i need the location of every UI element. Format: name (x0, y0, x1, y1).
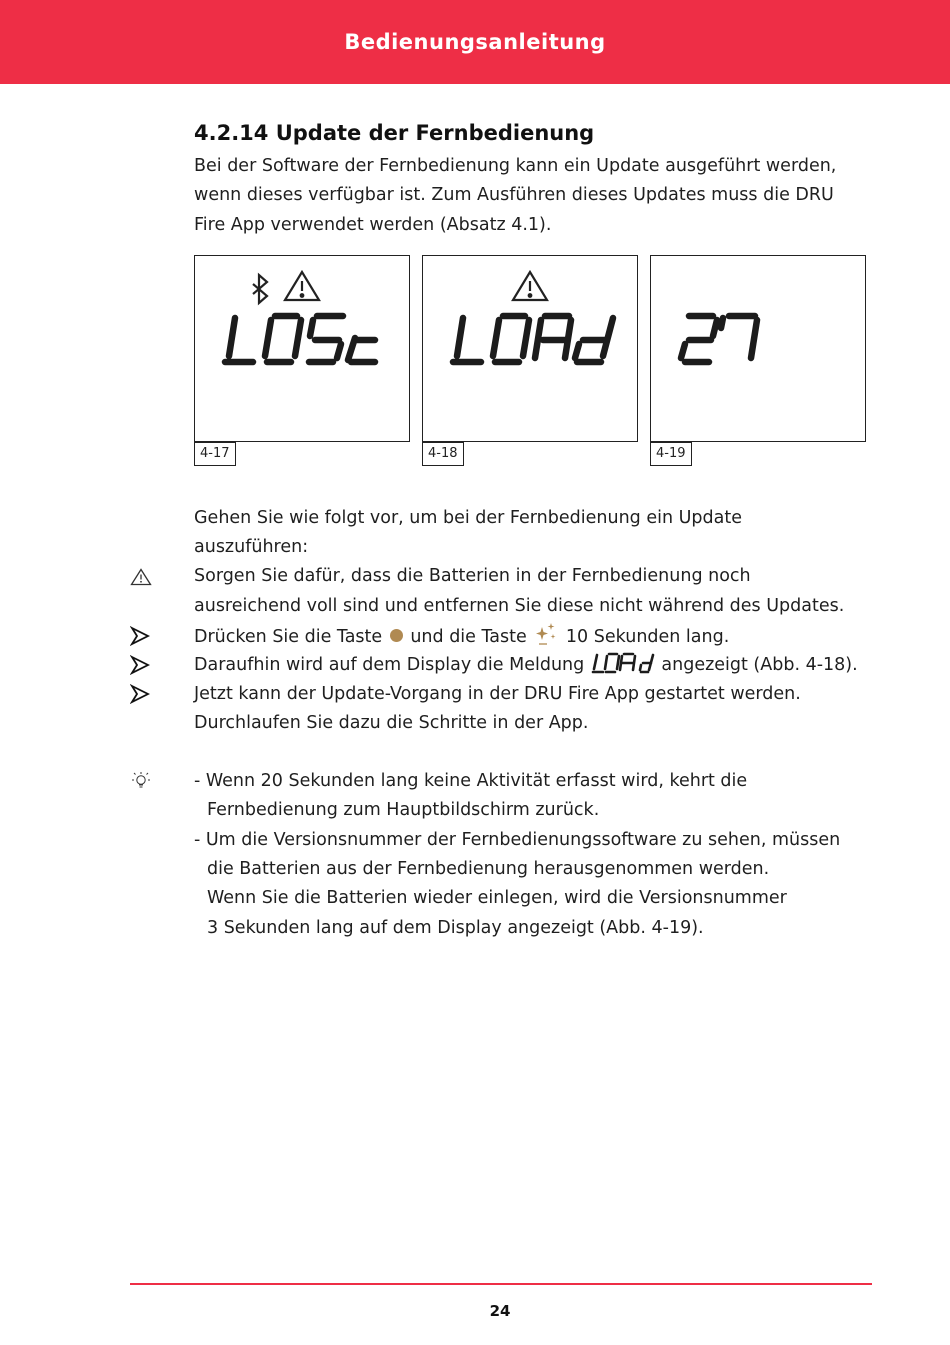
step-2 (194, 651, 894, 681)
step-3-line-1: Jetzt kann der Update-Vorgang in der DRU Fire App gestartet werden. (194, 684, 801, 704)
header-bar (0, 0, 950, 84)
figure-label: 4-17 (194, 442, 236, 466)
round-button-icon (390, 629, 403, 642)
tip-line-3: - Um die Versionsnummer der Fernbedienungssoftware zu sehen, müssen (194, 830, 841, 850)
warning-icon (130, 568, 152, 586)
step-1-text-middle: und die Taste (410, 627, 527, 647)
lcd-load-inline-icon (591, 652, 655, 674)
arrow-bullet-icon (130, 626, 150, 646)
section-title: 4.2.14 Update der Fernbedienung (194, 121, 595, 145)
intro-line-2: wenn dieses verfügbar ist. Zum Ausführen dieses Updates muss die DRU (194, 185, 834, 205)
step-1 (194, 622, 894, 653)
sparkle-button-icon (534, 622, 558, 646)
tip-line-4: die Batterien aus der Fernbedienung herausgenommen werden. (207, 859, 770, 879)
header-title: Bedienungsanleitung (344, 30, 606, 54)
arrow-bullet-icon (130, 684, 150, 704)
figure-4-17-display (194, 255, 410, 442)
warning-icon (513, 272, 547, 300)
figure-label: 4-19 (650, 442, 692, 466)
lightbulb-icon (130, 770, 152, 792)
step-1-text-after: 10 Sekunden lang. (565, 627, 730, 647)
lcd-lost-display (195, 256, 411, 443)
figure-4-18-display (422, 255, 638, 442)
lcd-version-display (651, 256, 867, 443)
procedure-intro-line-1: Gehen Sie wie folgt vor, um bei der Fernbedienung ein Update (194, 508, 742, 528)
warning-icon (285, 272, 319, 300)
figure-4-19-display (650, 255, 866, 442)
lcd-load-display (423, 256, 639, 443)
arrow-bullet-icon (130, 655, 150, 675)
warning-line-2: ausreichend voll sind und entfernen Sie diese nicht während des Updates. (194, 596, 845, 616)
page-number: 24 (489, 1302, 511, 1320)
bluetooth-icon (253, 275, 267, 303)
step-2-text-before: Daraufhin wird auf dem Display die Meldung (194, 655, 585, 675)
tip-line-2: Fernbedienung zum Hauptbildschirm zurück. (207, 800, 600, 820)
tip-line-1: - Wenn 20 Sekunden lang keine Aktivität erfasst wird, kehrt die (194, 771, 748, 791)
figure-label: 4-18 (422, 442, 464, 466)
warning-line-1: Sorgen Sie dafür, dass die Batterien in der Fernbedienung noch (194, 566, 751, 586)
step-3-line-2: Durchlaufen Sie dazu die Schritte in der App. (194, 713, 589, 733)
tip-line-6: 3 Sekunden lang auf dem Display angezeigt (Abb. 4-19). (207, 918, 704, 938)
procedure-intro-line-2: auszuführen: (194, 537, 309, 557)
step-1-text-before: Drücken Sie die Taste (194, 627, 383, 647)
step-2-text-after: angezeigt (Abb. 4-18). (661, 655, 858, 675)
intro-line-1: Bei der Software der Fernbedienung kann ein Update ausgeführt werden, (194, 156, 837, 176)
tip-line-5: Wenn Sie die Batterien wieder einlegen, wird die Versionsnummer (207, 888, 787, 908)
intro-line-3: Fire App verwendet werden (Absatz 4.1). (194, 215, 552, 235)
footer-divider (130, 1283, 872, 1285)
